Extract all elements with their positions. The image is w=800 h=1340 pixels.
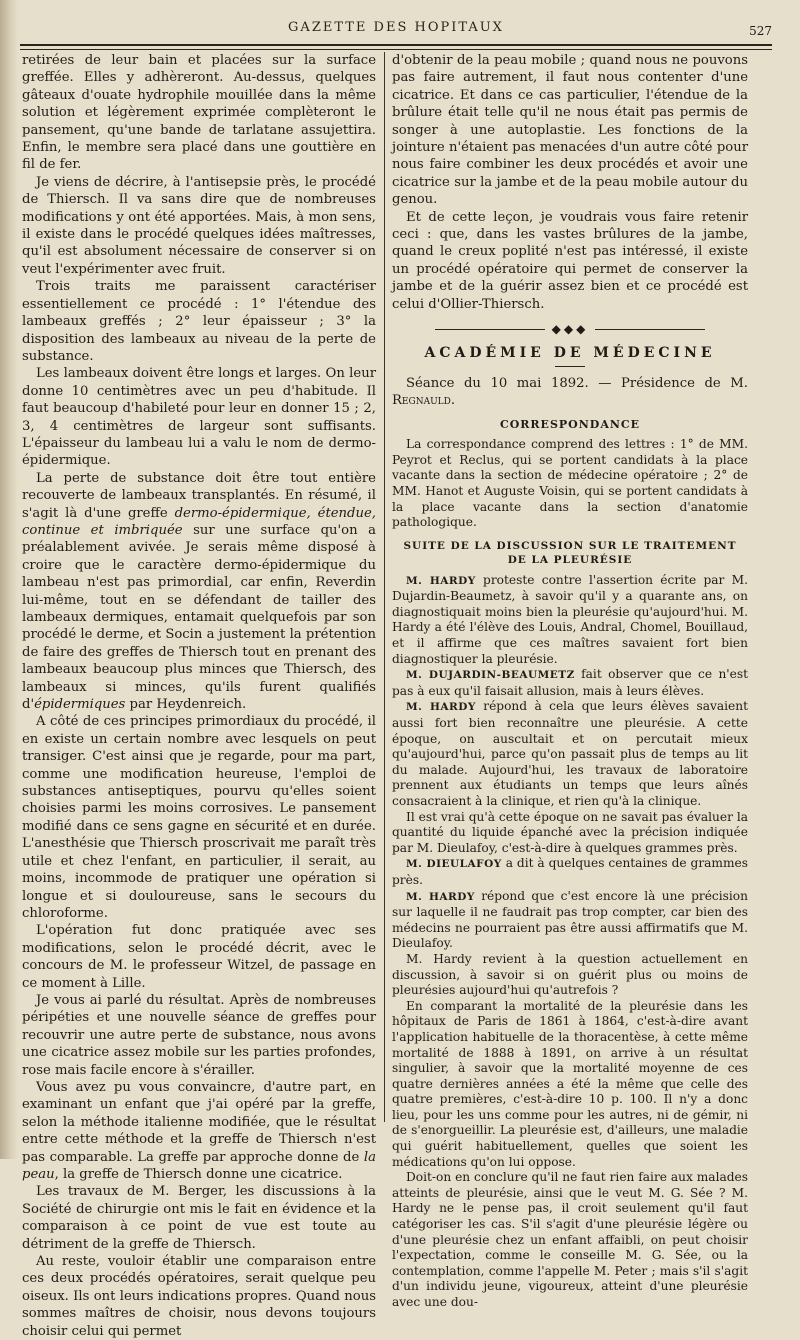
column-separator	[384, 52, 385, 1122]
ornament-line	[435, 329, 545, 330]
discussion-block	[392, 573, 748, 1311]
paragraph	[22, 470, 376, 714]
header-rule-thin	[20, 49, 772, 50]
text-run: .	[450, 393, 456, 409]
paragraph: Au reste, vouloir établir une comparaison entre ces deux procédés opératoires, serait quelque peu oiseux. Ils ont leurs indications propres. Quand nous sommes maîtres de choisir, nous devons toujours choisir celui qui permet	[22, 1254, 376, 1339]
paragraph: M. Hardy revient à la question actuellement en discussion, à savoir si on guérit plus ou moins de pleurésies aujourd'hui qu'autrefois ?	[392, 951, 748, 998]
paragraph	[392, 573, 748, 668]
correspondance-block	[392, 437, 748, 531]
text-run: Séance du 10 mai 1892. — Présidence de M.	[406, 375, 748, 391]
paragraph: La correspondance comprend des lettres : 1° de MM. Peyrot et Reclus, qui se portent candidats à la place vacante dans la section de médecine opératoire ; 2° de MM. Hanot et Auguste Voisin, qui se portent candidats à la place vacante dans la section d'anatomie pathologique.	[392, 437, 748, 530]
journal-title: GAZETTE DES HOPITAUX	[288, 20, 504, 35]
correspondance-heading: CORRESPONDANCE	[499, 417, 641, 431]
section-ornament	[392, 321, 748, 338]
speaker-name: M. HARDY	[406, 574, 476, 587]
text-run: par Heydenreich.	[125, 697, 247, 713]
text-run: , la greffe de Thiersch donne une cicatrice.	[54, 1167, 343, 1182]
paragraph: A côté de ces principes primordiaux du procédé, il en existe un certain nombre avec lesquels on peut transiger. C'est ainsi que je regarde, pour ma part, comme une modification heureuse, l'emploi de substances antiseptiques, pourvu qu'elles soient choisies parmi les moins corrosives. Le pansement modifié dans ce sens gagne en sécurité et en durée. L'anesthésie que Thiersch proscrivait me paraît très utile et chez l'enfant, en particulier, il serait, au moins, incommode de pratiquer une opération si longue et si douloureuse, sans le secours du chloroforme.	[22, 714, 376, 921]
speaker-name: M. HARDY	[406, 701, 476, 714]
header-rule	[20, 44, 772, 46]
text-run: La perte de substance doit être tout entière recouverte de lambeaux transplantés. En résumé, il s'agit là d'une greffe	[22, 470, 376, 521]
speaker-name: M. HARDY	[406, 890, 475, 903]
paragraph: Trois traits me paraissent caractériser essentiellement ce procédé : 1° l'étendue des lambeaux greffés ; 2° leur épaisseur ; 3° la disposition des lambeaux au niveau de la perte de substance.	[22, 279, 376, 364]
text-run: Vous avez pu vous convaincre, d'autre part, en examinant un enfant que j'ai opéré par la greffe, selon la méthode italienne modifiée, que le résultat entre cette méthode et la greffe de Thiersch n'est pas comparable. La greffe par approche donne de	[22, 1079, 376, 1165]
session-line	[392, 375, 748, 410]
text-run: a dit à quelques centaines de grammes près.	[392, 856, 748, 887]
right-column	[392, 52, 749, 1309]
president-name: Regnauld	[392, 393, 451, 409]
paragraph	[22, 1079, 376, 1183]
speaker-name: M. DUJARDIN-BEAUMETZ	[406, 669, 575, 682]
short-rule	[555, 366, 585, 367]
paragraph: Les travaux de M. Berger, les discussions à la Société de chirurgie ont mis le fait en évidence et la comparaison à ce point de vue est toute au détriment de la greffe de Thiersch.	[22, 1184, 376, 1252]
italic-term: dermo-épidermique, étendue, continue et imbriquée	[22, 505, 376, 538]
paragraph: Je viens de décrire, à l'antisepsie près, le procédé de Thiersch. Il va sans dire que de nombreuses modifications y ont été apportées. Mais, à mon sens, il existe dans le procédé quelques idées maîtresses, qu'il est absolument nécessaire de conserver si on veut l'expérimenter avec fruit.	[22, 174, 376, 277]
running-head	[20, 14, 772, 42]
text-run: répond à cela que leurs élèves savaient aussi fort bien reconnaître une pleurésie. A cette époque, on auscultait et on percutait mieux qu'aujourd'hui, parce qu'on passait plus de temps au lit du malade. Aujourd'hui, les travaux de laboratoire prennent aux étudiants un temps que leurs aînés consacraient à la clinique, et rien qu'à la clinique.	[392, 699, 748, 808]
page-number: 527	[749, 24, 772, 38]
italic-term: la peau	[22, 1149, 376, 1182]
ornament-line	[595, 329, 705, 330]
paragraph: Et de cette leçon, je voudrais vous faire retenir ceci : que, dans les vastes brûlures de la jambe, quand le creux poplité n'est pas intéressé, il existe un procédé opératoire qui permet de conserver la jambe et de la guérir assez bien et ce procédé est celui d'Ollier-Thiersch.	[392, 209, 748, 312]
left-column	[22, 52, 376, 1339]
italic-term: épidermiques	[34, 697, 126, 713]
paragraph: d'obtenir de la peau mobile ; quand nous ne pouvons pas faire autrement, il faut nous contenter d'une cicatrice. Et dans ce cas particulier, l'étendue de la brûlure était telle qu'il ne nous était pas permis de songer à une autoplastie. Les fonctions de la jointure n'étaient pas menacées d'un autre côté pour nous faire combiner les deux procédés et avoir une cicatrice sur la jambe et de la peau mobile autour du genou.	[392, 53, 748, 208]
paragraph: retirées de leur bain et placées sur la surface greffée. Elles y adhèreront. Au-dessus, quelques gâteaux d'ouate hydrophile mouillée dans la même solution et légèrement exprimée complèteront le pansement, qu'une bande de tarlatane assujettira. Enfin, le membre sera placé dans une gouttière en fil de fer.	[22, 53, 376, 173]
paragraph: Il est vrai qu'à cette époque on ne savait pas évaluer la quantité du liquide épanché avec la précision indiquée par M. Dieulafoy, c'est-à-dire à quelques grammes près.	[392, 809, 748, 855]
book-spine-shadow	[0, 0, 18, 1159]
paragraph: En comparant la mortalité de la pleurésie dans les hôpitaux de Paris de 1861 à 1864, c'est-à-dire avant l'application habituelle de la thoracentèse, à cette même mortalité de 1888 à 1891, on arrive à un résultat singulier, à savoir que la mortalité moyenne de ces quatre dernières années a été la même que celle des quatre premières, c'est-à-dire 10 p. 100. Il n'y a donc lieu, pour les uns comme pour les autres, ni de gémir, ni de s'enorgueillir. La pleurésie est, d'ailleurs, une maladie qui guérit habituellement, quelles que soient les médications qu'on lui oppose.	[392, 998, 748, 1169]
paragraph: Les lambeaux doivent être longs et larges. On leur donne 10 centimètres avec un peu d'habitude. Il faut beaucoup d'habileté pour leur en donner 15 ; 2, 3, 4 centimètres de largeur sont suffisants. L'épaisseur du lambeau lui a valu le nom de dermo-épidermique.	[22, 366, 376, 469]
discussion-heading: SUITE DE LA DISCUSSION SUR LE TRAITEMENT DE LA PLEURÉSIE	[403, 539, 737, 566]
text-run: sur une surface qu'on a préalablement avivée. Je serais même disposé à croire que le caractère dermo-épidermique du lambeau n'est pas primordial, car enfin, Reverdin lui-même, tout en se défendant de tailler des lambeaux dermiques, entamait quelquefois par son procédé le derme, et Socin a justement la prétention de faire des greffes de Thiersch tout en prenant des lambeaux beaucoup plus minces que Thiersch, des lambeaux si minces, qu'ils furent qualifiés d'	[22, 522, 376, 713]
paragraph	[392, 856, 748, 888]
text-run: proteste contre l'assertion écrite par M. Dujardin-Beaumetz, à savoir qu'il y a quarante ans, on diagnostiquait moins bien la pleurésie qu'aujourd'hui. M. Hardy a été l'élève des Louis, Andral, Chomel, Bouillaud, et il affirme que ces maîtres savaient fort bien diagnostiquer la pleurésie.	[392, 572, 748, 666]
paragraph	[392, 699, 748, 809]
speaker-name: M. DIEULAFOY	[406, 858, 502, 871]
text-run: fait observer que ce n'est pas à eux qu'il faisait allusion, mais à leurs élèves.	[392, 667, 749, 698]
paragraph: Doit-on en conclure qu'il ne faut rien faire aux malades atteints de pleurésie, ainsi que le veut M. G. Sée ? M. Hardy ne le pense pas, il croit seulement qu'il faut catégoriser les cas. S'il s'agit d'une pleurésie légère ou d'une pleurésie chez un enfant affaibli, on peut choisir l'expectation, comme le conseille M. G. Sée, ou la contemplation, comme l'appelle M. Peter ; mais s'il s'agit d'un individu jeune, vigoureux, atteint d'une pleurésie avec une dou-	[392, 1170, 748, 1309]
paragraph: Je vous ai parlé du résultat. Après de nombreuses péripéties et une nouvelle séance de greffes pour recouvrir une autre perte de substance, nous avons une cicatrice assez mobile sur les parties profondes, rose mais facile encore à s'érailler.	[22, 992, 376, 1078]
paragraph	[392, 889, 748, 952]
section-title: ACADÉMIE DE MÉDECINE	[424, 344, 716, 361]
paragraph	[392, 667, 748, 699]
paragraph: L'opération fut donc pratiquée avec ses modifications, selon le procédé décrit, avec le concours de M. le professeur Witzel, de passage en ce moment à Lille.	[22, 923, 376, 991]
ornament-glyph: ◆◆◆	[551, 322, 589, 337]
text-run: répond que c'est encore là une précision sur laquelle il ne faudrait pas trop compter, car bien des médecins ne pourraient pas être aussi affirmatifs que M. Dieulafoy.	[392, 888, 748, 951]
